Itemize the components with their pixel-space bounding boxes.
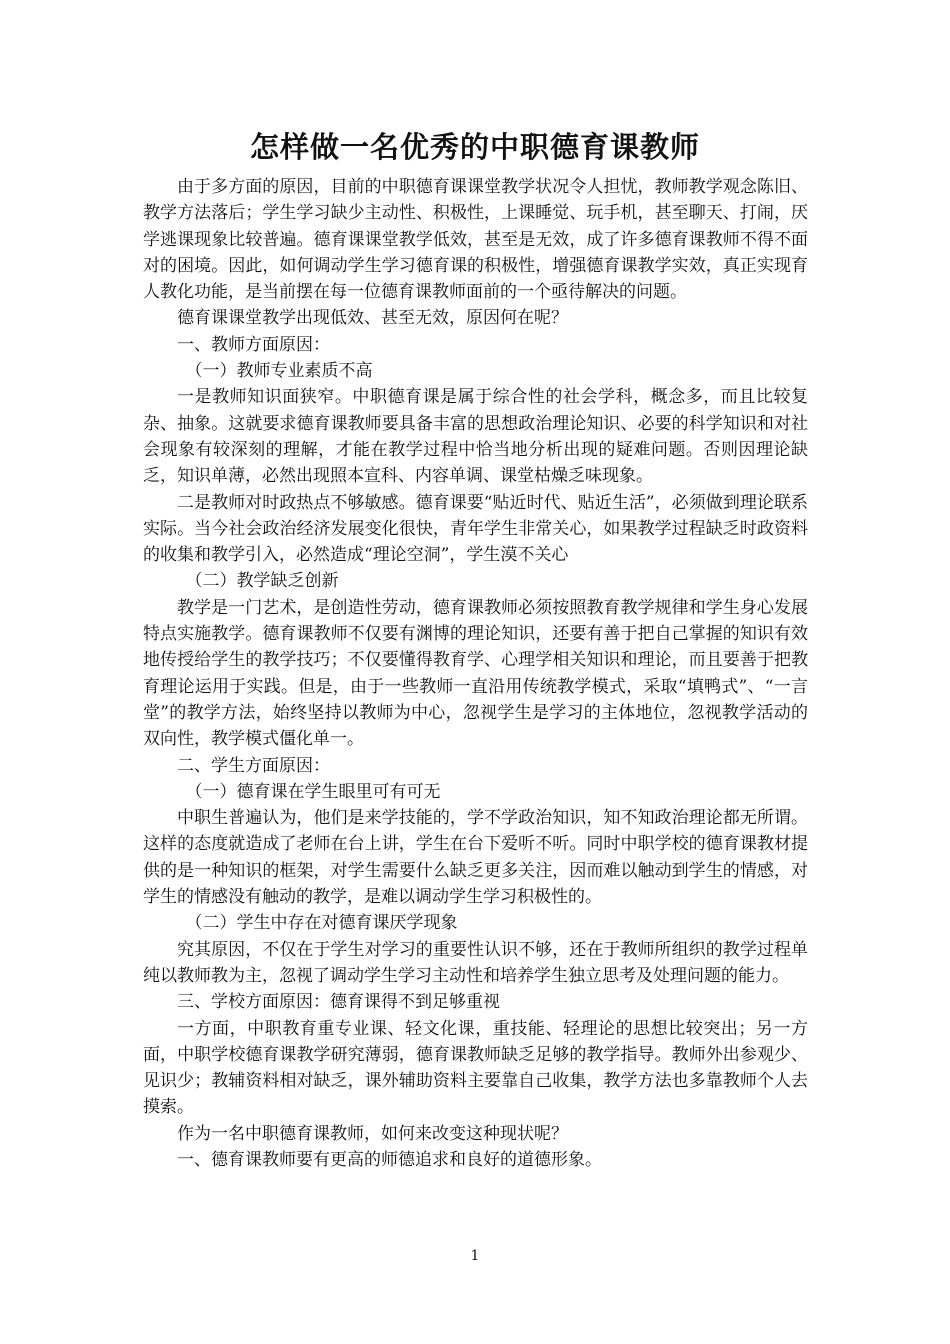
- subsection-heading: （一）德育课在学生眼里可有可无: [185, 781, 441, 802]
- document-title: 怎样做一名优秀的中职德育课教师: [249, 130, 700, 164]
- paragraph: 一是教师知识面狭窄。中职德育课是属于综合性的社会学科，概念多，而且比较复杂、抽象。这就要求德育课教师要具备丰富的思想政治理论知识、必要的科学知识和对社会现象有较深刻的理解，才能在教学过程中恰当地分析出现的疑难问题。否则因理论缺乏，知识单薄，必然出现照本宣科、内容单调、课堂枯燥乏味现象。: [143, 387, 808, 487]
- subsection-heading: （二）学生中存在对德育课厌学现象: [185, 913, 458, 934]
- paragraph: 究其原因，不仅在于学生对学习的重要性认识不够，还在于教师所组织的教学过程单纯以教师教为主，忽视了调动学生学习主动性和培养学生独立思考及处理问题的能力。: [143, 939, 808, 986]
- section-heading: 一、教师方面原因：: [177, 334, 330, 355]
- section-heading: 二、学生方面原因：: [177, 755, 330, 776]
- section-heading: 三、学校方面原因：德育课得不到足够重视: [177, 992, 500, 1013]
- paragraph: 教学是一门艺术，是创造性劳动，德育课教师必须按照教育教学规律和学生身心发展特点实施教学。德育课教师不仅要有渊博的理论知识，还要有善于把自己掌握的知识有效地传授给学生的教学技巧；不仅要懂得教育学、心理学相关知识和理论，而且要善于把教育理论运用于实践。但是，由于一些教师一直沿用传统教学模式，采取“填鸭式”、“一言堂”的教学方法，始终坚持以教师为中心，忽视学生是学习的主体地位，忽视教学活动的双向性，教学模式僵化单一。: [143, 597, 808, 750]
- document-body: [143, 174, 808, 1173]
- paragraph: 二是教师对时政热点不够敏感。德育课要“贴近时代、贴近生活”，必须做到理论联系实际。当今社会政治经济发展变化很快，青年学生非常关心，如果教学过程缺乏时政资料的收集和教学引入，必然造成“理论空洞”，学生漠不关心: [143, 492, 808, 566]
- subsection-heading: （二）教学缺乏创新: [185, 571, 339, 592]
- paragraph: 德育课课堂教学出现低效、甚至无效，原因何在呢？: [177, 308, 568, 329]
- paragraph: 中职生普遍认为，他们是来学技能的，学不学政治知识，知不知政治理论都无所谓。这样的态度就造成了老师在台上讲，学生在台下爱听不听。同时中职学校的德育课教材提供的是一种知识的框架，对学生需要什么缺乏更多关注，因而难以触动到学生的情感，对学生的情感没有触动的教学，是难以调动学生学习积极性的。: [143, 808, 808, 908]
- page-number: 1: [470, 1248, 480, 1264]
- paragraph: 一方面，中职教育重专业课、轻文化课，重技能、轻理论的思想比较突出；另一方面，中职学校德育课教学研究薄弱，德育课教师缺乏足够的教学指导。教师外出参观少、见识少；教辅资料相对缺乏，课外辅助资料主要靠自己收集，教学方法也多靠教师个人去摸索。: [143, 1018, 808, 1118]
- paragraph: 作为一名中职德育课教师，如何来改变这种现状呢？: [177, 1123, 568, 1144]
- subsection-heading: （一）教师专业素质不高: [185, 361, 373, 382]
- section-heading: 一、德育课教师要有更高的师德追求和良好的道德形象。: [177, 1149, 602, 1170]
- paragraph: 由于多方面的原因，目前的中职德育课课堂教学状况令人担忧，教师教学观念陈旧、教学方法落后；学生学习缺少主动性、积极性，上课睡觉、玩手机，甚至聊天、打闹，厌学逃课现象比较普遍。德育课课堂教学低效，甚至是无效，成了许多德育课教师不得不面对的困境。因此，如何调动学生学习德育课的积极性，增强德育课教学实效，真正实现育人教化功能，是当前摆在每一位德育课教师面前的一个亟待解决的问题。: [143, 177, 808, 303]
